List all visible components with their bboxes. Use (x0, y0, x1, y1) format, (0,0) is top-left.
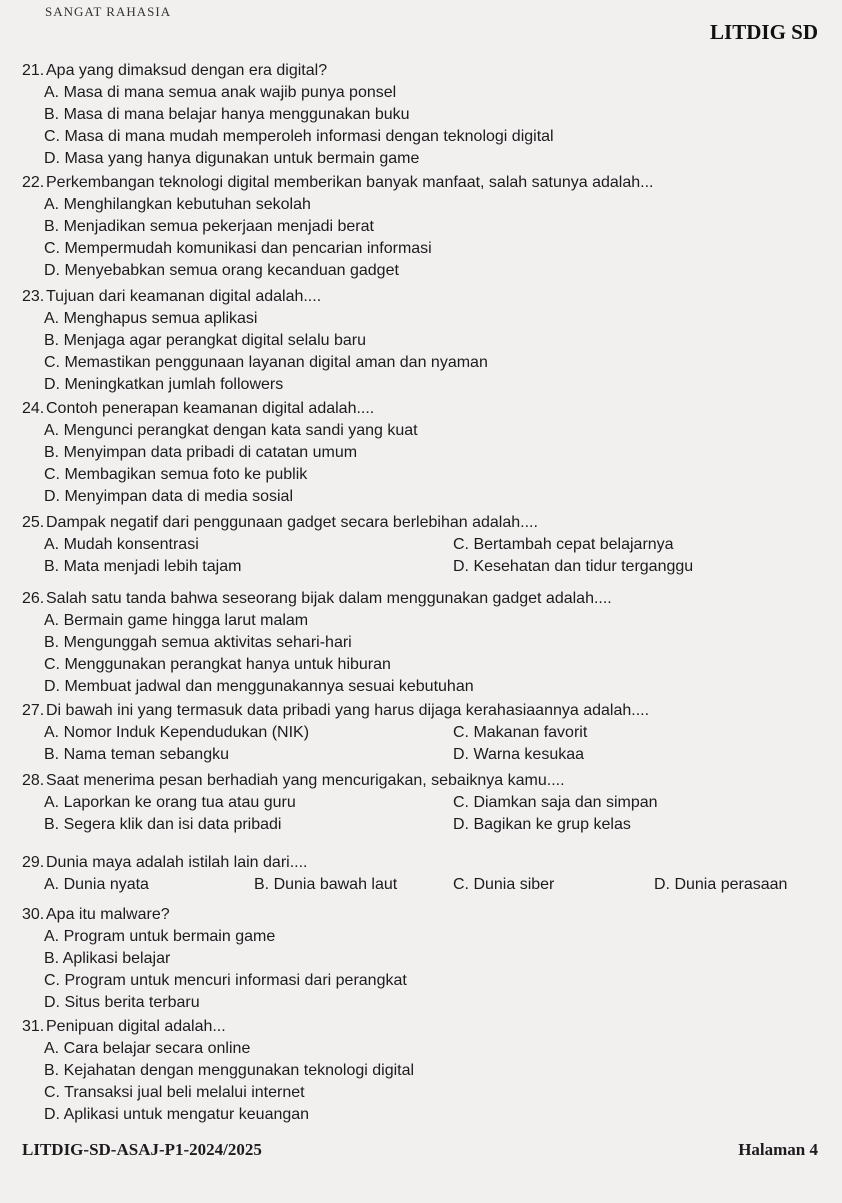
option-b: B. Nama teman sebangku (44, 746, 229, 763)
option-a: A. Program untuk bermain game (44, 928, 276, 945)
option-a: A. Masa di mana semua anak wajib punya ponsel (44, 84, 397, 101)
option-d: D. Menyebabkan semua orang kecanduan gadget (44, 262, 399, 279)
option-a: A. Dunia nyata (44, 876, 149, 893)
question-26 (22, 588, 832, 698)
option-d: D. Dunia perasaan (654, 876, 788, 893)
option-b: B. Aplikasi belajar (44, 950, 171, 967)
option-b: B. Kejahatan dengan menggunakan teknologi digital (44, 1062, 415, 1079)
question-31 (22, 1016, 832, 1126)
option-b: B. Masa di mana belajar hanya menggunakan buku (44, 106, 410, 123)
option-b: B. Mata menjadi lebih tajam (44, 558, 242, 575)
option-c: C. Makanan favorit (453, 724, 588, 741)
option-c: C. Masa di mana mudah memperoleh informasi dengan teknologi digital (44, 128, 554, 145)
question-text: Salah satu tanda bahwa seseorang bijak dalam menggunakan gadget adalah.... (46, 590, 612, 607)
option-c: C. Mempermudah komunikasi dan pencarian informasi (44, 240, 432, 257)
question-30 (22, 904, 832, 1014)
question-text: Apa itu malware? (46, 906, 170, 923)
question-24 (22, 398, 832, 508)
option-a: A. Menghilangkan kebutuhan sekolah (44, 196, 311, 213)
option-b: B. Dunia bawah laut (254, 876, 398, 893)
question-number: 26. (22, 590, 45, 607)
option-c: C. Transaksi jual beli melalui internet (44, 1084, 305, 1101)
question-29 (22, 852, 832, 896)
option-d: D. Kesehatan dan tidur terganggu (453, 558, 694, 575)
option-b: B. Mengunggah semua aktivitas sehari-hari (44, 634, 352, 651)
option-a: A. Bermain game hingga larut malam (44, 612, 309, 629)
option-a: A. Nomor Induk Kependudukan (NIK) (44, 724, 310, 741)
question-text: Tujuan dari keamanan digital adalah.... (46, 288, 322, 305)
question-text: Saat menerima pesan berhadiah yang mencurigakan, sebaiknya kamu.... (46, 772, 565, 789)
question-text: Perkembangan teknologi digital memberikan banyak manfaat, salah satunya adalah... (46, 174, 654, 191)
option-b: B. Menjaga agar perangkat digital selalu baru (44, 332, 366, 349)
option-grid (44, 792, 832, 836)
question-23 (22, 286, 832, 396)
option-c: C. Dunia siber (453, 876, 555, 893)
question-number: 25. (22, 514, 45, 531)
option-grid (44, 534, 832, 578)
question-number: 22. (22, 174, 45, 191)
option-c: C. Bertambah cepat belajarnya (453, 536, 674, 553)
option-a: A. Mengunci perangkat dengan kata sandi yang kuat (44, 422, 418, 439)
question-number: 21. (22, 62, 45, 79)
option-d: D. Bagikan ke grup kelas (453, 816, 631, 833)
option-b: B. Menyimpan data pribadi di catatan umum (44, 444, 358, 461)
question-number: 28. (22, 772, 45, 789)
option-d: D. Meningkatkan jumlah followers (44, 376, 284, 393)
option-c: C. Membagikan semua foto ke publik (44, 466, 308, 483)
option-c: C. Menggunakan perangkat hanya untuk hiburan (44, 656, 391, 673)
question-22 (22, 172, 832, 282)
option-d: D. Aplikasi untuk mengatur keuangan (44, 1106, 310, 1123)
exam-title: LITDIG SD (710, 20, 818, 44)
option-d: D. Menyimpan data di media sosial (44, 488, 294, 505)
option-a: A. Menghapus semua aplikasi (44, 310, 258, 327)
option-b: B. Segera klik dan isi data pribadi (44, 816, 282, 833)
confidential-label: SANGAT RAHASIA (45, 4, 172, 19)
question-text: Dampak negatif dari penggunaan gadget secara berlebihan adalah.... (46, 514, 538, 531)
option-a: A. Laporkan ke orang tua atau guru (44, 794, 296, 811)
question-27 (22, 700, 832, 766)
question-text: Penipuan digital adalah... (46, 1018, 226, 1035)
question-21 (22, 60, 832, 170)
question-25 (22, 512, 832, 578)
question-number: 23. (22, 288, 45, 305)
question-number: 29. (22, 854, 45, 871)
question-number: 31. (22, 1018, 45, 1035)
question-text: Apa yang dimaksud dengan era digital? (46, 62, 328, 79)
option-c: C. Program untuk mencuri informasi dari perangkat (44, 972, 407, 989)
option-b: B. Menjadikan semua pekerjaan menjadi berat (44, 218, 374, 235)
question-28 (22, 770, 832, 836)
question-text: Contoh penerapan keamanan digital adalah.... (46, 400, 375, 417)
exam-code: LITDIG-SD-ASAJ-P1-2024/2025 (22, 1140, 262, 1159)
option-c: C. Diamkan saja dan simpan (453, 794, 658, 811)
page-number: Halaman 4 (738, 1140, 818, 1159)
option-c: C. Memastikan penggunaan layanan digital aman dan nyaman (44, 354, 488, 371)
question-number: 27. (22, 702, 45, 719)
option-row (44, 874, 832, 896)
question-number: 24. (22, 400, 45, 417)
option-d: D. Masa yang hanya digunakan untuk bermain game (44, 150, 420, 167)
option-grid (44, 722, 832, 766)
option-d: D. Membuat jadwal dan menggunakannya sesuai kebutuhan (44, 678, 474, 695)
question-text: Dunia maya adalah istilah lain dari.... (46, 854, 308, 871)
option-a: A. Mudah konsentrasi (44, 536, 199, 553)
question-number: 30. (22, 906, 45, 923)
option-a: A. Cara belajar secara online (44, 1040, 251, 1057)
question-text: Di bawah ini yang termasuk data pribadi yang harus dijaga kerahasiaannya adalah.... (46, 702, 650, 719)
option-d: D. Situs berita terbaru (44, 994, 200, 1011)
option-d: D. Warna kesukaa (453, 746, 585, 763)
